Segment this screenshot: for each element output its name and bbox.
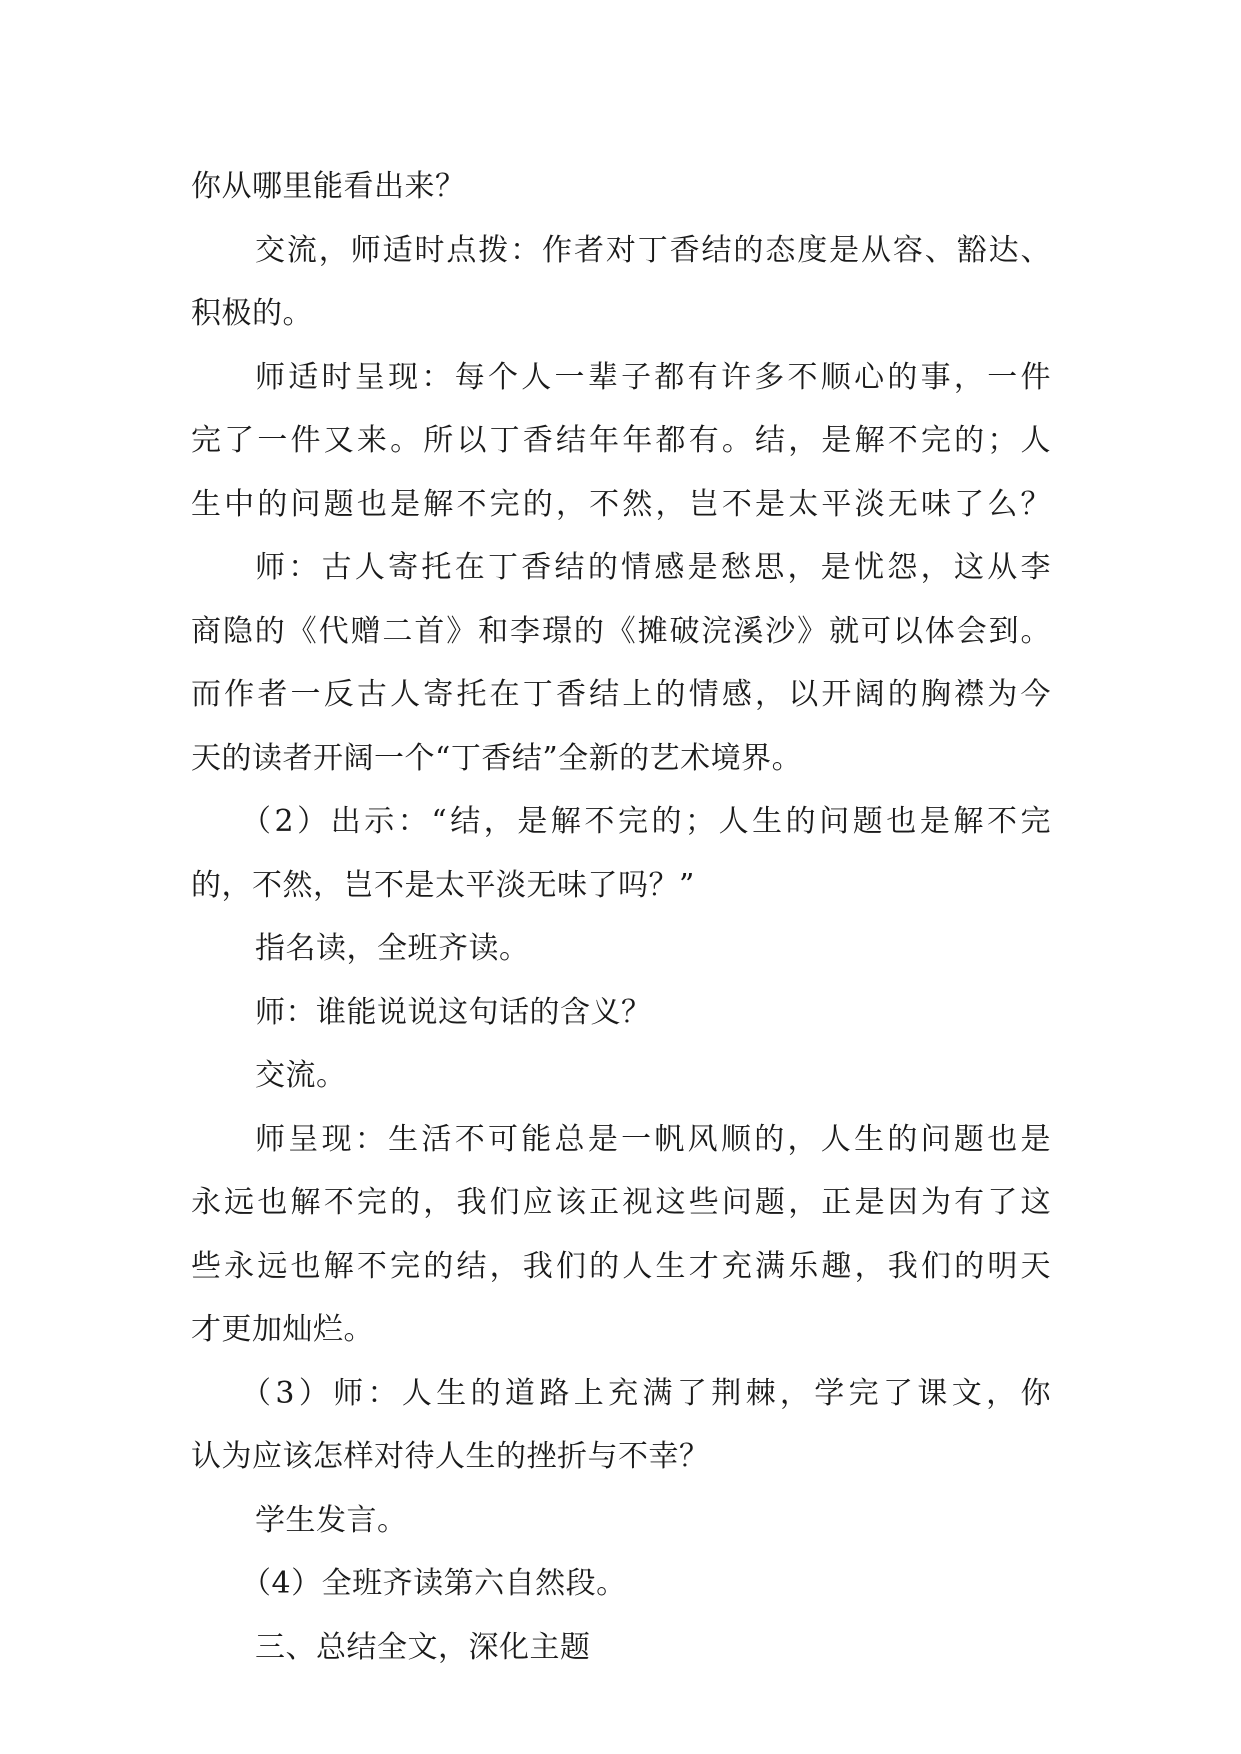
text-line: 商隐的《代赠二首》和李璟的《摊破浣溪沙》就可以体会到。: [191, 613, 1051, 649]
text-line: 积极的。: [191, 296, 313, 331]
text-line: 认为应该怎样对待人生的挫折与不幸？: [191, 1439, 710, 1474]
text-line: 而作者一反古人寄托在丁香结上的情感，以开阔的胸襟为今: [191, 677, 1051, 712]
text-line: 天的读者开阔一个“丁香结”全新的艺术境界。: [191, 740, 803, 776]
text-line: 才更加灿烂。: [191, 1312, 374, 1347]
text-line: 些永远也解不完的结，我们的人生才充满乐趣，我们的明天: [191, 1248, 1051, 1284]
text-line: （4）全班齐读第六自然段。: [241, 1566, 627, 1601]
text-line: 师：谁能说说这句话的含义？: [255, 994, 652, 1030]
text-line: 永远也解不完的，我们应该正视这些问题，正是因为有了这: [191, 1185, 1051, 1220]
text-line: （3）师：人生的道路上充满了荆棘，学完了课文，你: [241, 1375, 1051, 1411]
text-line: 师：古人寄托在丁香结的情感是愁思，是忧怨，这从李: [255, 550, 1051, 585]
text-line: 交流。: [255, 1058, 347, 1093]
text-line: 师适时呈现：每个人一辈子都有许多不顺心的事，一件: [255, 359, 1051, 395]
text-line: 你从哪里能看出来？: [191, 169, 466, 204]
text-line: 交流，师适时点拨：作者对丁香结的态度是从容、豁达、: [255, 232, 1051, 268]
text-line: 完了一件又来。所以丁香结年年都有。结，是解不完的；人: [191, 423, 1051, 458]
text-line: 指名读，全班齐读。: [255, 931, 530, 966]
section-heading: 三、总结全文，深化主题: [255, 1629, 591, 1665]
text-line: （2）出示：“结，是解不完的；人生的问题也是解不完: [241, 804, 1051, 839]
text-line: 的，不然，岂不是太平淡无味了吗？”: [191, 867, 695, 903]
text-line: 学生发言。: [255, 1502, 408, 1538]
document-body: [191, 155, 1051, 1679]
text-line: 生中的问题也是解不完的，不然，岂不是太平淡无味了么？: [191, 486, 1051, 522]
text-line: 师呈现：生活不可能总是一帆风顺的，人生的问题也是: [255, 1121, 1051, 1157]
